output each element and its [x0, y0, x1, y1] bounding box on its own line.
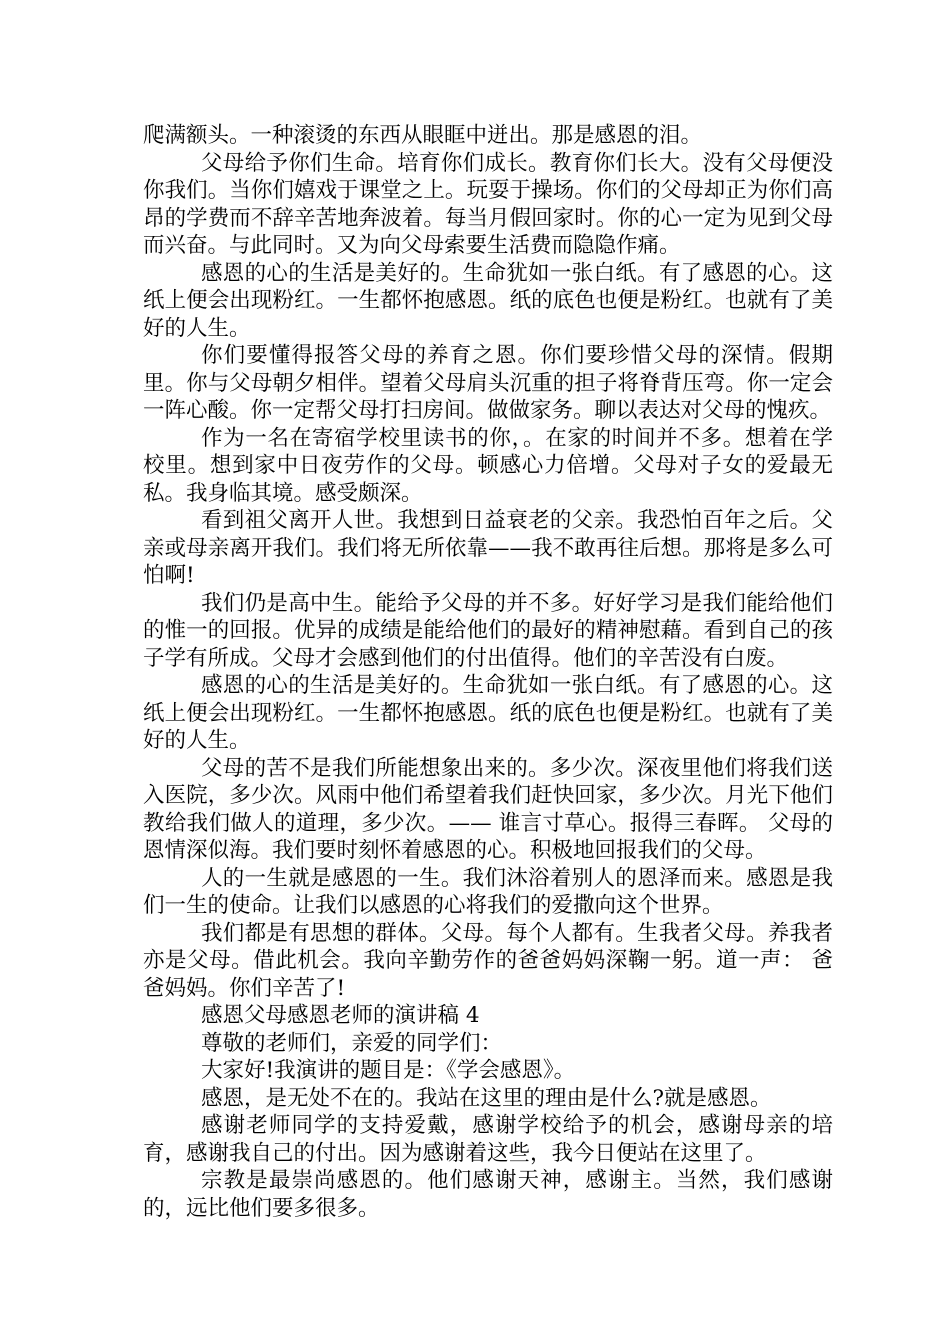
- paragraph-5: 作为一名在寄宿学校里读书的你，。在家的时间并不多。想着在学校里。想到家中日夜劳作的父母。顿感心力倍增。父母对子女的爱最无私。我身临其境。感受颇深。: [143, 425, 833, 506]
- section-heading: 感恩父母感恩老师的演讲稿 4: [201, 1003, 480, 1028]
- paragraph-4: 你们要懂得报答父母的养育之恩。你们要珍惜父母的深情。假期里。你与父母朝夕相伴。望着父母肩头沉重的担子将脊背压弯。你一定会一阵心酸。你一定帮父母打扫房间。做做家务。聊以表达对父母的愧疚。: [143, 343, 833, 423]
- paragraph-2: 父母给予你们生命。培育你们成长。教育你们长大。没有父母便没你我们。当你们嬉戏于课堂之上。玩耍于操场。你们的父母却正为你们高昂的学费而不辞辛苦地奔波着。每当月假回家时。你的心一定为见到父母而兴奋。与此同时。又为向父母索要生活费而隐隐作痛。: [143, 150, 833, 258]
- salutation: 尊敬的老师们，亲爱的同学们：: [201, 1030, 503, 1056]
- paragraph-11: 我们都是有思想的群体。父母。每个人都有。生我者父母。养我者亦是父母。借此机会。我向辛勤劳作的爸爸妈妈深鞠一躬。道一声： 爸爸妈妈。你们辛苦了!: [143, 920, 833, 1001]
- document-body: [143, 122, 833, 1222]
- paragraph-10: 人的一生就是感恩的一生。我们沐浴着别人的恩泽而来。感恩是我们一生的使命。让我们以感恩的心将我们的爱撒向这个世界。: [143, 865, 833, 918]
- paragraph-9: 父母的苦不是我们所能想象出来的。多少次。深夜里他们将我们送入医院，多少次。风雨中他们希望着我们赶快回家，多少次。月光下他们教给我们做人的道理，多少次。—— 谁言寸草心。报得三春晖。 父母的恩情深似海。我们要时刻怀着感恩的心。积极地回报我们的父母。: [143, 755, 833, 863]
- paragraph-8: 感恩的心的生活是美好的。生命犹如一张白纸。有了感恩的心。这纸上便会出现粉红。一生都怀抱感恩。纸的底色也便是粉红。也就有了美好的人生。: [143, 673, 833, 753]
- paragraph-17: 宗教是最崇尚感恩的。他们感谢天神，感谢主。当然，我们感谢的，远比他们要多很多。: [143, 1168, 833, 1221]
- paragraph-15: 感恩，是无处不在的。我站在这里的理由是什么?就是感恩。: [201, 1085, 772, 1111]
- paragraph-3: 感恩的心的生活是美好的。生命犹如一张白纸。有了感恩的心。这纸上便会出现粉红。一生都怀抱感恩。纸的底色也便是粉红。也就有了美好的人生。: [143, 260, 833, 341]
- paragraph-7: 我们仍是高中生。能给予父母的并不多。好好学习是我们能给他们的惟一的回报。优异的成绩是能给他们的最好的精神慰藉。看到自己的孩子学有所成。父母才会感到他们的付出值得。他们的辛苦没有白废。: [143, 590, 833, 671]
- paragraph-6: 看到祖父离开人世。我想到日益衰老的父亲。我恐怕百年之后。父亲或母亲离开我们。我们将无所依靠——我不敢再往后想。那将是多么可怕啊!: [143, 508, 833, 588]
- paragraph-16: 感谢老师同学的支持爱戴，感谢学校给予的机会，感谢母亲的培育，感谢我自己的付出。因为感谢着这些，我今日便站在这里了。: [143, 1113, 833, 1166]
- paragraph-1: 爬满额头。一种滚烫的东西从眼眶中迸出。那是感恩的泪。: [143, 123, 703, 148]
- greeting: 大家好!我演讲的题目是：《学会感恩》。: [201, 1058, 576, 1083]
